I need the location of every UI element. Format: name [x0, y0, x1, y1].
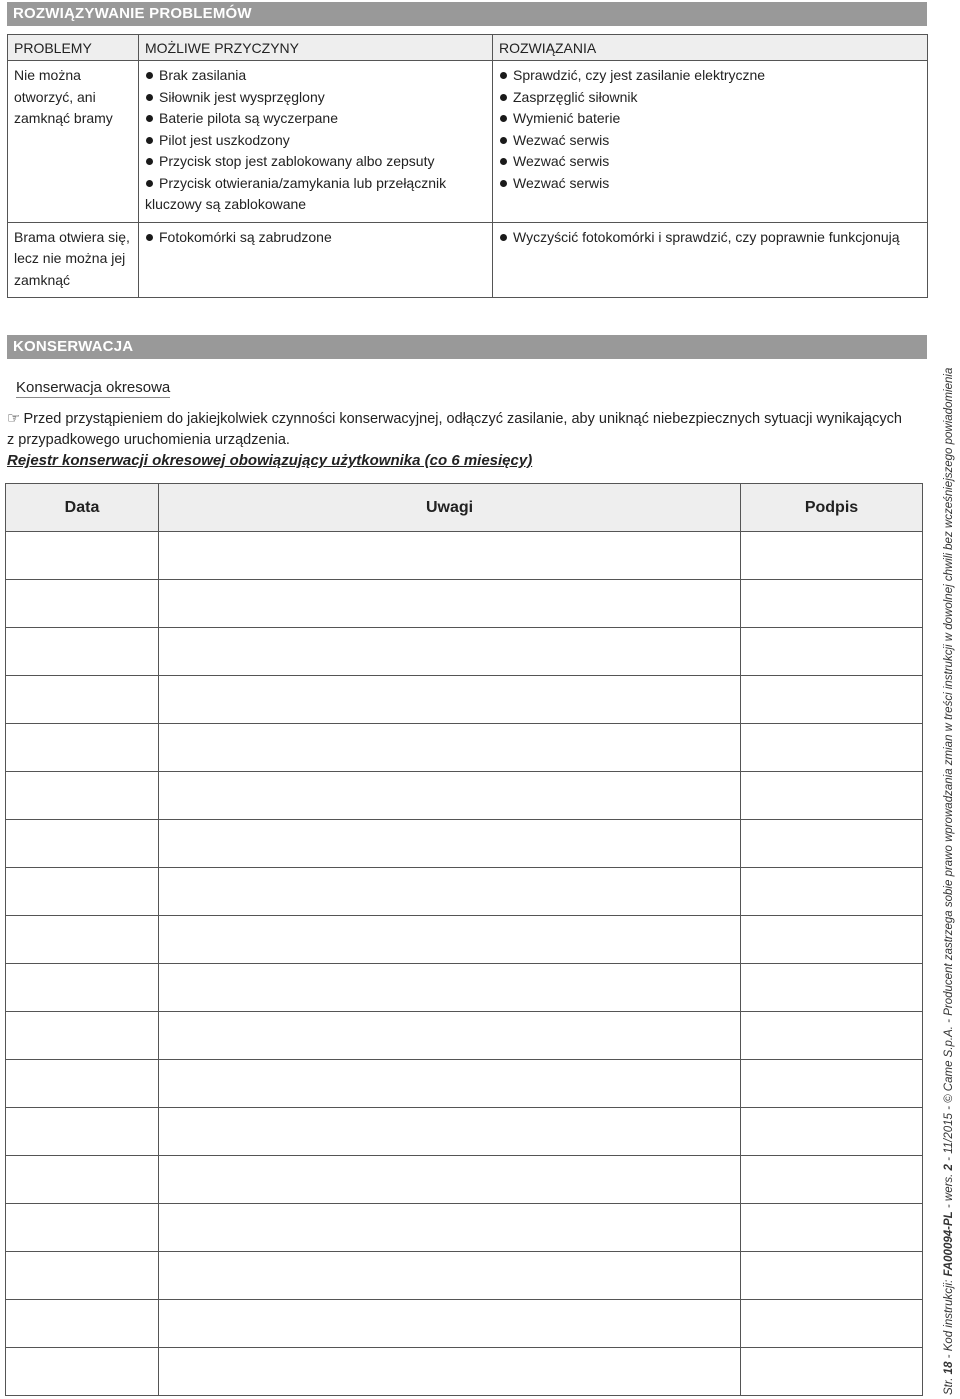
- signature-cell: [741, 1012, 923, 1060]
- problems-header: PROBLEMY: [8, 35, 139, 61]
- troubleshooting-section-title: ROZWIĄZYWANIE PROBLEMÓW: [7, 2, 927, 26]
- register-row: [6, 772, 923, 820]
- signature-cell: [741, 580, 923, 628]
- footer-code-label: - Kod instrukcji:: [943, 1276, 955, 1362]
- footer-page-number: 18: [943, 1361, 955, 1375]
- problem-cell: Nie można otworzyć, ani zamknąć bramy: [8, 61, 139, 223]
- signature-cell: [741, 676, 923, 724]
- solutions-cell: [493, 61, 928, 223]
- register-row: [6, 676, 923, 724]
- signature-cell: [741, 772, 923, 820]
- register-row: [6, 1012, 923, 1060]
- signature-cell: [741, 916, 923, 964]
- solutions-header: ROZWIĄZANIA: [493, 35, 928, 61]
- notes-cell: [159, 820, 741, 868]
- register-row: [6, 1060, 923, 1108]
- date-cell: [6, 820, 159, 868]
- signature-cell: [741, 628, 923, 676]
- solution-item: Wyczyścić fotokomórki i sprawdzić, czy poprawnie funkcjonują: [499, 227, 921, 249]
- date-header: Data: [6, 484, 159, 532]
- date-cell: [6, 580, 159, 628]
- signature-cell: [741, 964, 923, 1012]
- date-cell: [6, 1252, 159, 1300]
- signature-cell: [741, 820, 923, 868]
- notes-cell: [159, 964, 741, 1012]
- notes-cell: [159, 1108, 741, 1156]
- notes-cell: [159, 1156, 741, 1204]
- register-row: [6, 532, 923, 580]
- register-row: [6, 628, 923, 676]
- date-cell: [6, 868, 159, 916]
- date-cell: [6, 628, 159, 676]
- pointing-hand-icon: ☞: [7, 410, 21, 427]
- solution-item: Wezwać serwis: [499, 151, 921, 173]
- register-row: [6, 1300, 923, 1348]
- cause-item: Siłownik jest wysprzęglony: [145, 87, 486, 109]
- date-cell: [6, 1300, 159, 1348]
- solution-item: Zasprzęglić siłownik: [499, 87, 921, 109]
- troubleshooting-header-row: [8, 35, 928, 61]
- signature-cell: [741, 1108, 923, 1156]
- notes-cell: [159, 1060, 741, 1108]
- notes-cell: [159, 1012, 741, 1060]
- notes-cell: [159, 916, 741, 964]
- date-cell: [6, 1156, 159, 1204]
- troubleshooting-row: [8, 61, 928, 223]
- footer-prefix: Str.: [943, 1374, 955, 1395]
- register-row: [6, 580, 923, 628]
- date-cell: [6, 532, 159, 580]
- register-row: [6, 724, 923, 772]
- cause-item: Baterie pilota są wyczerpane: [145, 108, 486, 130]
- signature-cell: [741, 1204, 923, 1252]
- solution-item: Wymienić baterie: [499, 108, 921, 130]
- signature-cell: [741, 868, 923, 916]
- register-header-row: [6, 484, 923, 532]
- solution-item: Sprawdzić, czy jest zasilanie elektryczne: [499, 65, 921, 87]
- signature-cell: [741, 1300, 923, 1348]
- date-cell: [6, 1108, 159, 1156]
- register-row: [6, 1108, 923, 1156]
- signature-cell: [741, 1252, 923, 1300]
- maintenance-section-title: KONSERWACJA: [7, 335, 927, 359]
- cause-item: Przycisk stop jest zablokowany albo zepsuty: [145, 151, 486, 173]
- date-cell: [6, 1204, 159, 1252]
- cause-item: Przycisk otwierania/zamykania lub przełącznik: [145, 173, 486, 195]
- register-row: [6, 868, 923, 916]
- footer-note: [943, 367, 955, 1395]
- cause-item: Pilot jest uszkodzony: [145, 130, 486, 152]
- troubleshooting-table: [7, 34, 928, 298]
- signature-cell: [741, 1156, 923, 1204]
- causes-header: MOŻLIWE PRZYCZYNY: [139, 35, 493, 61]
- date-cell: [6, 676, 159, 724]
- maintenance-register-table: [5, 483, 923, 1396]
- date-cell: [6, 916, 159, 964]
- register-body: [6, 532, 923, 1396]
- date-cell: [6, 964, 159, 1012]
- cause-item-continuation: kluczowy są zablokowane: [145, 196, 307, 212]
- register-row: [6, 1204, 923, 1252]
- footer-version-label: - wers.: [943, 1170, 955, 1212]
- register-title: Rejestr konserwacji okresowej obowiązujący użytkownika (co 6 miesięcy): [7, 452, 533, 469]
- causes-cell: [139, 61, 493, 223]
- notes-cell: [159, 868, 741, 916]
- cause-item: Fotokomórki są zabrudzone: [145, 227, 486, 249]
- signature-cell: [741, 724, 923, 772]
- causes-cell: [139, 222, 493, 298]
- footer-document-code: FA00094-PL: [943, 1211, 955, 1277]
- problem-cell: Brama otwiera się, lecz nie można jej zamknąć: [8, 222, 139, 298]
- maintenance-subheading: Konserwacja okresowa: [16, 379, 171, 396]
- date-cell: [6, 772, 159, 820]
- notes-cell: [159, 772, 741, 820]
- notes-cell: [159, 676, 741, 724]
- maintenance-note: [7, 408, 912, 451]
- register-row: [6, 1252, 923, 1300]
- notes-cell: [159, 1252, 741, 1300]
- date-cell: [6, 1012, 159, 1060]
- notes-cell: [159, 580, 741, 628]
- solution-item: Wezwać serwis: [499, 173, 921, 195]
- notes-header: Uwagi: [159, 484, 741, 532]
- date-cell: [6, 1060, 159, 1108]
- signature-header: Podpis: [741, 484, 923, 532]
- maintenance-note-text: Przed przystąpieniem do jakiejkolwiek czynności konserwacyjnej, odłączyć zasilanie, aby uniknąć niebezpiecznych sytuacji wynikających z przypadkowego uruchomienia urządzenia.: [7, 411, 902, 448]
- solution-item: Wezwać serwis: [499, 130, 921, 152]
- troubleshooting-row: [8, 222, 928, 298]
- cause-item: Brak zasilania: [145, 65, 486, 87]
- signature-cell: [741, 1060, 923, 1108]
- register-row: [6, 964, 923, 1012]
- signature-cell: [741, 1348, 923, 1396]
- date-cell: [6, 1348, 159, 1396]
- notes-cell: [159, 628, 741, 676]
- register-row: [6, 820, 923, 868]
- notes-cell: [159, 1300, 741, 1348]
- notes-cell: [159, 1204, 741, 1252]
- signature-cell: [741, 532, 923, 580]
- register-row: [6, 916, 923, 964]
- register-row: [6, 1156, 923, 1204]
- register-row: [6, 1348, 923, 1396]
- notes-cell: [159, 1348, 741, 1396]
- date-cell: [6, 724, 159, 772]
- footer-copyright: - 11/2015 - © Came S.p.A. - Producent zastrzega sobie prawo wprowadzania zmian w treści instrukcji w dowolnej chwili bez wcześniejszego powiadomienia: [943, 367, 955, 1165]
- footer-version: 2: [943, 1164, 955, 1171]
- notes-cell: [159, 724, 741, 772]
- notes-cell: [159, 532, 741, 580]
- solutions-cell: [493, 222, 928, 298]
